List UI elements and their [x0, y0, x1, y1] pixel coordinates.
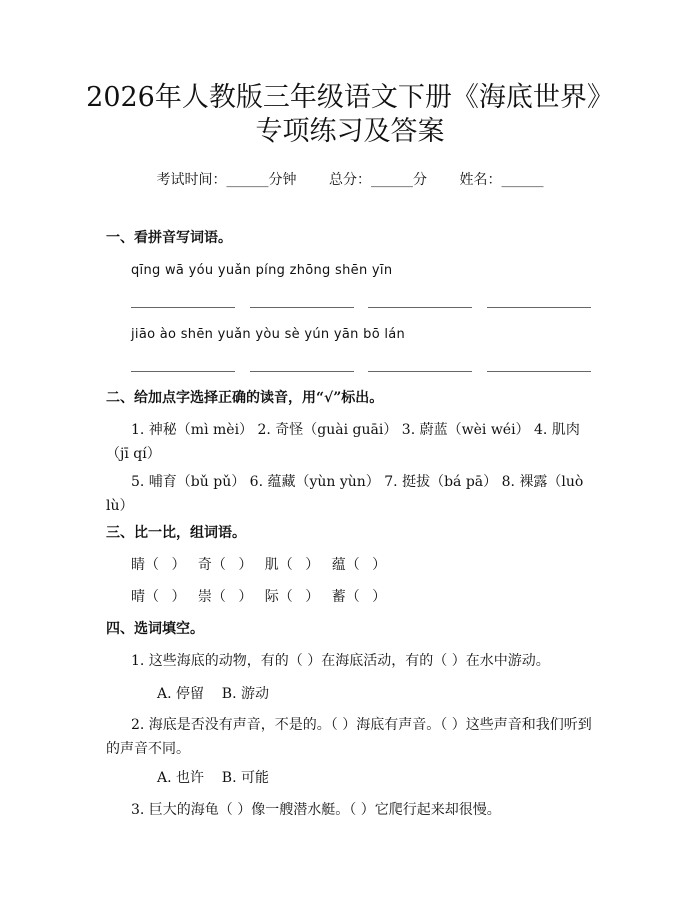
section2-line-2: 5. 哺育（bǔ pǔ） 6. 蕴藏（yùn yùn） 7. 挺拔（bá pā） 8. 裸露（luò lù）	[106, 474, 584, 514]
answer-blank[interactable]	[368, 370, 472, 372]
section3-row-1: 睛（ ） 奇（ ） 肌（ ） 蕴（ ）	[131, 557, 387, 573]
exam-time: 考试时间：______分钟	[156, 172, 297, 188]
answer-blanks-row-2	[131, 370, 591, 372]
page-subtitle: 专项练习及答案	[255, 116, 445, 147]
answer-blank[interactable]	[131, 306, 235, 308]
exam-name: 姓名：______	[459, 172, 544, 188]
section4-q2-options: A. 也许 B. 可能	[157, 770, 269, 786]
answer-blank[interactable]	[131, 370, 235, 372]
exam-info	[0, 169, 700, 189]
section4-question-3: 3. 巨大的海龟（ ）像一艘潜水艇。（ ）它爬行起来却很慢。	[131, 802, 501, 818]
answer-blank[interactable]	[487, 306, 591, 308]
section2-heading: 二、给加点字选择正确的读音，用“√”标出。	[106, 390, 384, 406]
section4-heading: 四、选词填空。	[106, 621, 204, 637]
pinyin-row-2: jiāo ào shēn yuǎn yòu sè yún yān bō lán	[131, 327, 406, 342]
section3-heading: 三、比一比，组词语。	[106, 525, 246, 541]
answer-blank[interactable]	[368, 306, 472, 308]
answer-blanks-row-1	[131, 306, 591, 308]
exam-score: 总分：______分	[329, 172, 427, 188]
section1-heading: 一、看拼音写词语。	[106, 230, 232, 246]
section4-question-2: 2. 海底是否没有声音，不是的。（ ）海底有声音。（ ）这些声音和我们听到的声音不同。	[106, 717, 592, 757]
answer-blank[interactable]	[487, 370, 591, 372]
section4-q1-options: A. 停留 B. 游动	[157, 686, 269, 702]
answer-blank[interactable]	[250, 370, 354, 372]
answer-blank[interactable]	[250, 306, 354, 308]
section2-line-1: 1. 神秘（mì mèi） 2. 奇怪（guài guāi） 3. 蔚蓝（wèi wéi） 4. 肌肉（jī qí）	[106, 422, 580, 462]
page-title: 2026年人教版三年级语文下册《海底世界》	[86, 82, 614, 113]
pinyin-row-1: qīng wā yóu yuǎn píng zhōng shēn yīn	[131, 263, 393, 278]
section3-row-2: 晴（ ） 崇（ ） 际（ ） 蓄（ ）	[131, 589, 387, 605]
section4-question-1: 1. 这些海底的动物，有的（ ）在海底活动，有的（ ）在水中游动。	[131, 653, 550, 669]
